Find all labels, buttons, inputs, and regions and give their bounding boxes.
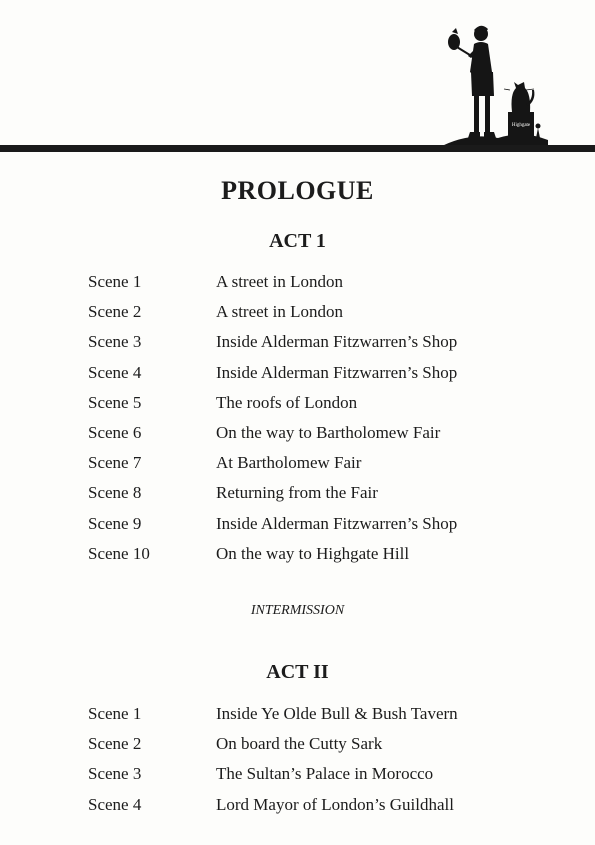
- intermission-label: INTERMISSION: [250, 603, 345, 618]
- scene-place: A street in London: [216, 272, 344, 291]
- scene-place: On the way to Highgate Hill: [216, 543, 410, 563]
- header-rule: [0, 145, 595, 152]
- scene-place: At Bartholomew Fair: [216, 453, 362, 473]
- scene-number: Scene 1: [88, 704, 142, 723]
- scene-row: [0, 764, 595, 794]
- scene-number: Scene 4: [88, 794, 142, 814]
- scene-row: [0, 514, 595, 544]
- scene-row: [0, 734, 595, 764]
- scene-place: Lord Mayor of London’s Guildhall: [216, 794, 454, 814]
- scene-row: [0, 795, 595, 825]
- scene-row: [0, 544, 595, 574]
- scene-place: On board the Cutty Sark: [216, 734, 383, 754]
- scene-row: [0, 483, 595, 513]
- scene-number: Scene 7: [88, 453, 142, 473]
- scene-number: Scene 5: [88, 392, 142, 412]
- scene-row: [0, 272, 595, 302]
- scene-row: [0, 393, 595, 423]
- scene-place: The Sultan’s Palace in Morocco: [216, 764, 434, 784]
- scene-number: Scene 1: [88, 272, 142, 291]
- act-2-scene-list: [0, 704, 595, 825]
- scene-number: Scene 2: [88, 734, 142, 754]
- scene-place: Returning from the Fair: [216, 483, 378, 503]
- scene-row: [0, 423, 595, 453]
- scene-number: Scene 10: [88, 543, 150, 563]
- scene-row: [0, 302, 595, 332]
- boy-and-cat-silhouette-icon: [438, 20, 548, 148]
- scene-number: Scene 8: [88, 483, 142, 503]
- scene-number: Scene 2: [88, 302, 142, 322]
- scene-number: Scene 6: [88, 422, 142, 442]
- scene-row: [0, 332, 595, 362]
- act-2-title: ACT II: [266, 661, 329, 683]
- scene-place: Inside Alderman Fitzwarren’s Shop: [216, 362, 458, 382]
- scene-row: [0, 453, 595, 483]
- act-1-scene-list: [0, 272, 595, 574]
- scene-place: Inside Ye Olde Bull & Bush Tavern: [216, 704, 458, 723]
- page-title: PROLOGUE: [221, 176, 374, 205]
- scene-number: Scene 3: [88, 332, 142, 352]
- scene-number: Scene 9: [88, 513, 142, 533]
- scene-place: A street in London: [216, 302, 344, 322]
- scene-number: Scene 3: [88, 764, 142, 784]
- scene-row: [0, 363, 595, 393]
- milestone-text: Highgate: [511, 123, 531, 128]
- act-1-title: ACT 1: [269, 230, 326, 252]
- scene-place: Inside Alderman Fitzwarren’s Shop: [216, 332, 458, 352]
- scene-row: [0, 704, 595, 734]
- scene-number: Scene 4: [88, 362, 142, 382]
- scene-place: On the way to Bartholomew Fair: [216, 422, 441, 442]
- scene-place: Inside Alderman Fitzwarren’s Shop: [216, 513, 458, 533]
- scene-place: The roofs of London: [216, 392, 358, 412]
